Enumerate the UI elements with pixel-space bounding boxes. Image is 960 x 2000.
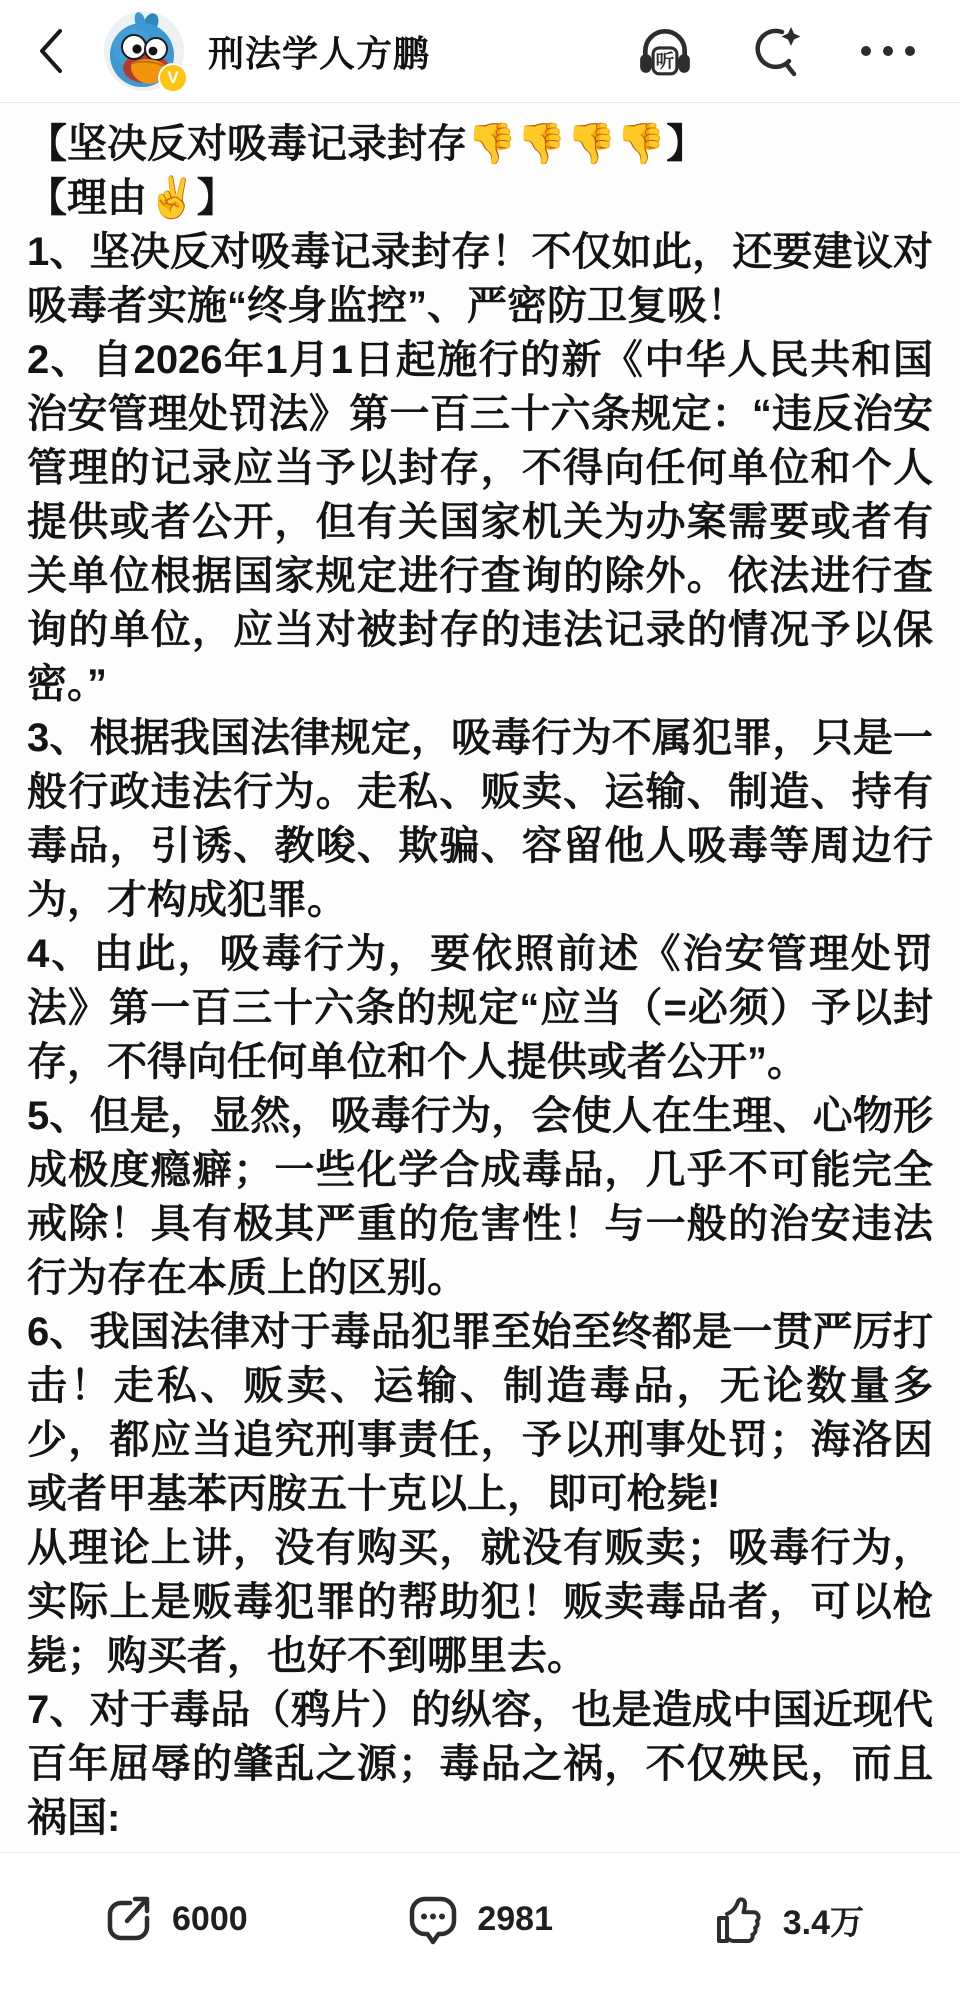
headphones-listen-icon bbox=[636, 22, 694, 80]
share-arrow-icon bbox=[100, 1892, 156, 1948]
post-paragraph: 【坚决反对吸毒记录封存👎👎👎👎】 bbox=[27, 122, 707, 166]
post-paragraph: 4、由此，吸毒行为，要依照前述《治安管理处罚法》第一百三十六条的规定“应当（=必须）予以封存，不得向任何单位和个人提供或者公开”。 bbox=[27, 932, 933, 1084]
post-paragraph: 3、根据我国法律规定，吸毒行为不属犯罪，只是一般行政违法行为。走私、贩卖、运输、制造、持有毒品，引诱、教唆、欺骗、容留他人吸毒等周边行为，才构成犯罪。 bbox=[27, 716, 933, 922]
verified-badge bbox=[158, 63, 188, 93]
post-paragraph: 5、但是，显然，吸毒行为，会使人在生理、心物形成极度瘾癖；一些化学合成毒品，几乎不可能完全戒除！具有极其严重的危害性！与一般的治安违法行为存在本质上的区别。 bbox=[27, 1094, 933, 1300]
avatar[interactable] bbox=[104, 11, 184, 91]
comment-count: 2981 bbox=[477, 1900, 553, 1938]
post-body bbox=[0, 103, 960, 1845]
verified-badge-letter: V bbox=[167, 68, 179, 87]
back-button[interactable] bbox=[34, 23, 74, 79]
post-paragraph: 1、坚决反对吸毒记录封存！不仅如此，还要建议对吸毒者实施“终身监控”、严密防卫复吸！ bbox=[27, 230, 933, 328]
post-paragraph: 7、对于毒品（鸦片）的纵容，也是造成中国近现代百年屈辱的肇乱之源；毒品之祸，不仅殃民，而且祸国: bbox=[27, 1688, 933, 1840]
refresh-sparkle-icon bbox=[746, 23, 802, 79]
post-paragraph: 6、我国法律对于毒品犯罪至始至终都是一贯严厉打击！走私、贩卖、运输、制造毒品，无论数量多少，都应当追究刑事责任，予以刑事处罚；海洛因或者甲基苯丙胺五十克以上，即可枪毙! bbox=[27, 1310, 933, 1516]
thumbs-up-icon bbox=[711, 1892, 767, 1948]
like-count: 3.4万 bbox=[782, 1904, 864, 1942]
account-name[interactable]: 刑法学人方鹏 bbox=[208, 32, 431, 74]
like-button[interactable] bbox=[711, 1892, 864, 1948]
top-bar bbox=[0, 0, 960, 103]
share-button[interactable] bbox=[100, 1892, 248, 1948]
more-menu-button[interactable] bbox=[854, 23, 922, 79]
listen-audio-button[interactable] bbox=[636, 22, 694, 80]
share-count: 6000 bbox=[172, 1900, 248, 1938]
ellipsis-icon bbox=[854, 23, 922, 79]
speech-bubble-icon bbox=[405, 1892, 461, 1948]
post-paragraph: 【理由✌️】 bbox=[27, 176, 237, 220]
post-paragraph: 2、自2026年1月1日起施行的新《中华人民共和国治安管理处罚法》第一百三十六条规定：“违反治安管理的记录应当予以封存，不得向任何单位和个人提供或者公开，但有关国家机关为办案需要或者有关单位根据国家规定进行查询的除外。依法进行查询的单位，应当对被封存的违法记录的情况予以保密。” bbox=[27, 338, 933, 706]
chevron-left-icon bbox=[34, 25, 68, 77]
header-actions bbox=[636, 22, 922, 80]
ai-refresh-button[interactable] bbox=[746, 23, 802, 79]
listen-icon-label: 听 bbox=[655, 50, 675, 72]
post-paragraph: 从理论上讲，没有购买，就没有贩卖；吸毒行为，实际上是贩毒犯罪的帮助犯！贩卖毒品者，可以枪毙；购买者，也好不到哪里去。 bbox=[27, 1526, 933, 1678]
bottom-action-bar bbox=[0, 1852, 960, 2000]
comment-button[interactable] bbox=[405, 1892, 553, 1948]
